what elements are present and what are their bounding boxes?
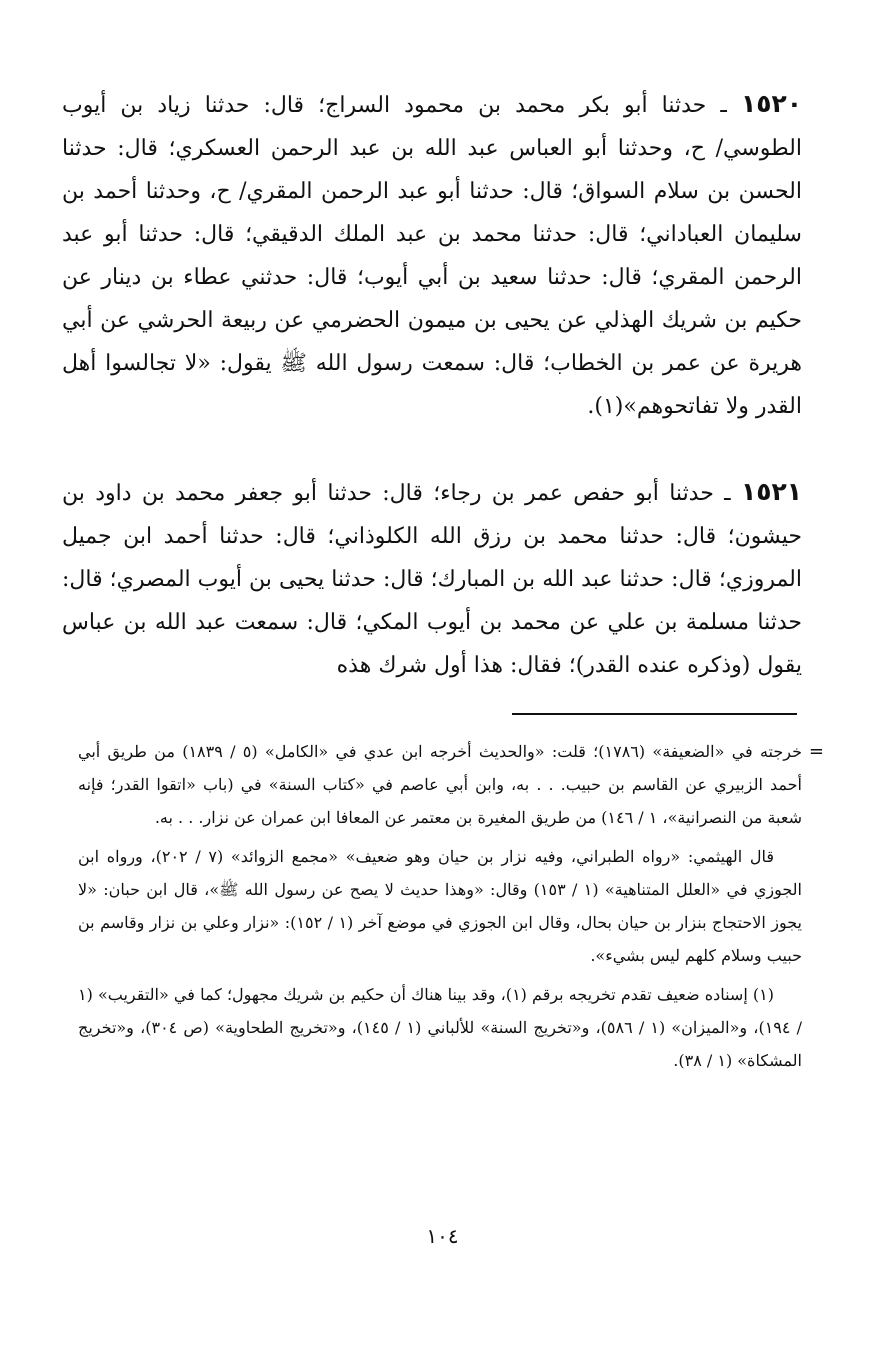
footnote-haythami: قال الهيثمي: «رواه الطبراني، وفيه نزار بن حيان وهو ضعيف» «مجمع الزوائد» (٧ / ٢٠٢)، ورواه ابن الجوزي في «العلل المتناهية» (١ / ١٥٣) وقال: «وهذا حديث لا يصح عن رسول الله ﷺ»، قال ابن حبان: «لا يجوز الاحتجاج بنزار بن حيان بحال، وقال ابن الجوزي في موضع آخر (١ / ١٥٢): «نزار وعلي بن نزار وقاسم بن حبيب وسلام كلهم ليس بشيء». (78, 847, 802, 965)
hadith-number: ١٥٢٠ (740, 89, 802, 118)
footnote-separator (512, 713, 797, 715)
footnote-continuation-text: خرجته في «الضعيفة» (١٧٨٦)؛ قلت: «والحديث أخرجه ابن عدي في «الكامل» (٥ / ١٨٣٩) من طريق أبي أحمد الزبيري عن القاسم بن حبيب. . . به، وابن أبي عاصم في «كتاب السنة» في (باب «اتقوا القدر؛ فإنه شعبة من النصرانية»، ١ / ١٤٦) من طريق المغيرة بن معتمر عن المعافا ابن عمران عن نزار. . . به. (78, 742, 802, 827)
hadith-text: حدثنا أبو بكر محمد بن محمود السراج؛ قال: حدثنا زياد بن أيوب الطوسي/ ح، وحدثنا أبو العباس عبد الله بن عبد الرحمن العسكري؛ قال: حدثنا الحسن بن سلام السواق؛ قال: حدثنا أبو عبد الرحمن المقري/ ح، وحدثنا أحمد بن سليمان العباداني؛ قال: حدثنا محمد بن عبد الملك الدقيقي؛ قال: حدثنا أبو عبد الرحمن المقري؛ قال: حدثنا سعيد بن أبي أيوب؛ قال: حدثني عطاء بن دينار عن حكيم بن شريك الهذلي عن يحيى بن ميمون الحضرمي عن ربيعة الحرشي عن أبي هريرة عن عمر بن الخطاب؛ قال: سمعت رسول الله ﷺ يقول: «لا تجالسوا أهل القدر ولا تفاتحوهم»(١). (62, 93, 802, 419)
hadith-number: ١٥٢١ (740, 477, 802, 506)
footnotes (78, 735, 824, 1083)
continuation-mark: = (808, 741, 824, 762)
hadith-dash: ـ (706, 93, 727, 118)
page-number: ١٠٤ (426, 1224, 459, 1248)
hadith-1521 (62, 470, 802, 687)
footnote-1: (١) إسناده ضعيف تقدم تخريجه برقم (١)، وقد بينا هناك أن حكيم بن شريك مجهول؛ كما في «التقريب» (١ / ١٩٤)، و«الميزان» (١ / ٥٨٦)، و«تخريج السنة» للألباني (١ / ١٤٥)، و«تخريج الطحاوية» (ص ٣٠٤)، و«تخريج المشكاة» (١ / ٣٨). (78, 985, 803, 1070)
hadith-dash: ـ (713, 481, 731, 506)
footnote-continuation (78, 735, 824, 834)
hadith-1520 (62, 82, 802, 428)
hadith-text: حدثنا أبو حفص عمر بن رجاء؛ قال: حدثنا أبو جعفر محمد بن داود بن حيشون؛ قال: حدثنا محمد بن رزق الله الكلوذاني؛ قال: حدثنا أحمد ابن جميل المروزي؛ قال: حدثنا عبد الله بن المبارك؛ قال: حدثنا يحيى بن أيوب المصري؛ قال: حدثنا مسلمة بن علي عن محمد بن أيوب المكي؛ قال: سمعت عبد الله بن عباس يقول (وذكره عنده القدر)؛ فقال: هذا أول شرك هذه (62, 481, 802, 678)
